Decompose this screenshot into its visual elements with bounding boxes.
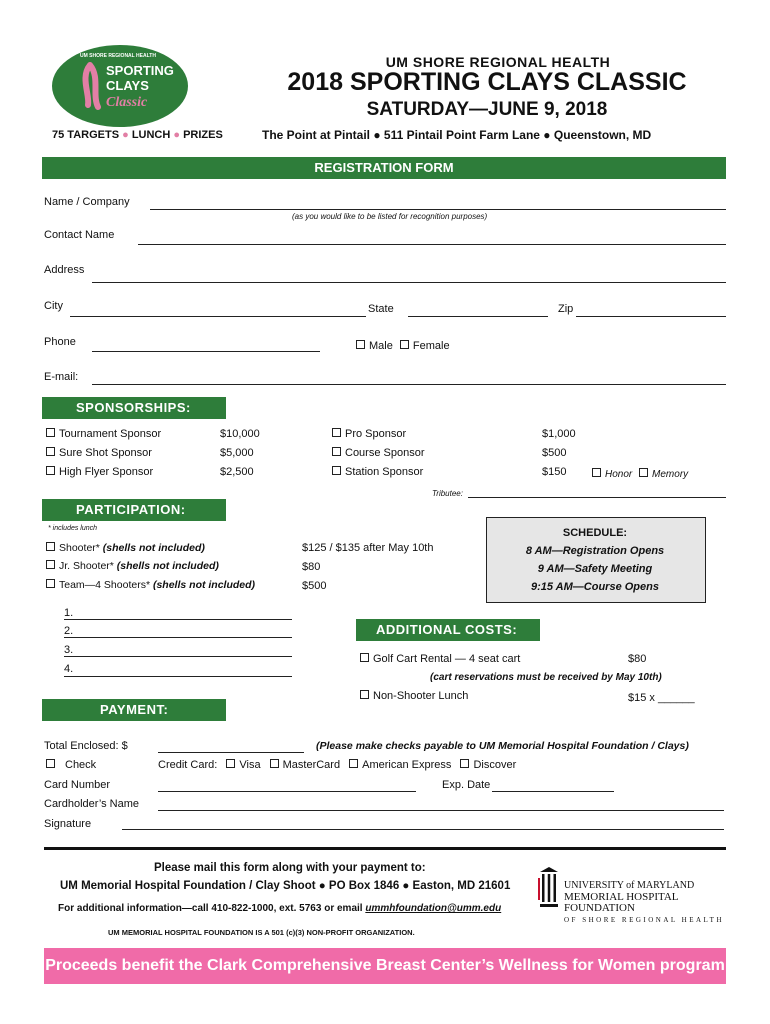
golf-cart-price: $80	[628, 653, 647, 665]
foundation-emblem-icon	[538, 866, 560, 910]
sponsor-course	[332, 447, 425, 459]
check-label: Check	[65, 759, 97, 771]
golf-cart-checkbox[interactable]	[360, 653, 369, 662]
sponsor-label: High Flyer Sponsor	[59, 466, 154, 478]
exp-date-label: Exp. Date	[442, 779, 491, 791]
non-shooter-lunch-label: Non-Shooter Lunch	[373, 690, 469, 702]
gender-options	[356, 340, 450, 352]
name-field[interactable]	[150, 209, 726, 210]
card-number-label: Card Number	[44, 779, 111, 791]
email-label: E-mail:	[44, 371, 79, 383]
tributee-field[interactable]	[468, 497, 726, 498]
team-option	[46, 579, 255, 591]
brand-line: MEMORIAL HOSPITAL	[564, 891, 679, 903]
zip-label: Zip	[558, 303, 574, 315]
name-hint: (as you would like to be listed for recognition purposes)	[292, 212, 488, 221]
male-checkbox[interactable]	[356, 340, 365, 349]
brand-line: FOUNDATION	[564, 902, 635, 914]
brand-line: OF SHORE REGIONAL HEALTH	[564, 916, 725, 924]
team-member-number: 2.	[64, 625, 74, 637]
proceeds-text: Proceeds benefit the Clark Comprehensive Breast Center’s Wellness for Women program	[45, 957, 725, 974]
tributee-label: Tributee:	[432, 489, 463, 498]
logo-top-text: UM SHORE REGIONAL HEALTH	[80, 53, 156, 59]
team-member-3-field[interactable]	[64, 656, 292, 657]
additional-costs-banner	[356, 619, 540, 641]
option-label: Jr. Shooter*	[59, 560, 114, 572]
logo-line-classic: Classic	[106, 95, 148, 110]
total-enclosed-label: Total Enclosed: $	[44, 740, 128, 752]
check-option	[46, 759, 96, 771]
schedule-title: SCHEDULE:	[562, 527, 628, 539]
address-label: Address	[44, 264, 85, 276]
cardholder-name-label: Cardholder’s Name	[44, 798, 139, 810]
info-line	[58, 903, 501, 914]
mail-address: UM Memorial Hospital Foundation / Clay Shoot ● PO Box 1846 ● Easton, MD 21601	[60, 880, 511, 892]
option-label: Team—4 Shooters*	[59, 579, 151, 591]
org-name: UM SHORE REGIONAL HEALTH	[385, 54, 611, 70]
golf-cart-label: Golf Cart Rental — 4 seat cart	[373, 653, 521, 665]
name-label: Name / Company	[44, 196, 130, 208]
pro-sponsor-checkbox[interactable]	[332, 428, 341, 437]
check-checkbox[interactable]	[46, 759, 55, 768]
team-member-4-field[interactable]	[64, 676, 292, 677]
male-label: Male	[369, 340, 393, 352]
state-field[interactable]	[408, 316, 548, 317]
contact-field[interactable]	[138, 244, 726, 245]
tournament-sponsor-checkbox[interactable]	[46, 428, 55, 437]
jr-shooter-checkbox[interactable]	[46, 560, 55, 569]
zip-field[interactable]	[576, 316, 726, 317]
total-enclosed-field[interactable]	[158, 752, 304, 753]
sponsor-price: $10,000	[220, 428, 260, 440]
golf-cart-option	[360, 653, 520, 665]
logo-line-clays: CLAYS	[106, 78, 149, 93]
email-field[interactable]	[92, 384, 726, 385]
sponsorships-heading: SPONSORSHIPS:	[76, 400, 191, 415]
team-member-number: 4.	[64, 663, 74, 675]
event-title: 2018 SPORTING CLAYS CLASSIC	[287, 68, 687, 96]
cardholder-name-field[interactable]	[158, 810, 724, 811]
additional-costs-heading: ADDITIONAL COSTS:	[376, 622, 518, 637]
logo-line-sporting: SPORTING	[106, 63, 174, 78]
team-member-1-field[interactable]	[64, 619, 292, 620]
sponsor-label: Sure Shot Sponsor	[59, 447, 152, 459]
non-shooter-lunch-checkbox[interactable]	[360, 690, 369, 699]
phone-label: Phone	[44, 336, 76, 348]
team-member-number: 1.	[64, 607, 74, 619]
jr-shooter-option	[46, 560, 219, 572]
schedule-line: 9 AM—Safety Meeting	[537, 563, 653, 575]
sponsor-sure-shot	[46, 447, 152, 459]
lunch-note: * includes lunch	[48, 525, 98, 532]
schedule-line: 9:15 AM—Course Opens	[531, 581, 659, 593]
registration-heading: REGISTRATION FORM	[314, 160, 454, 175]
mastercard-label: MasterCard	[282, 759, 341, 771]
golf-cart-note: (cart reservations must be received by May 10th)	[430, 672, 662, 683]
sponsor-label: Pro Sponsor	[345, 428, 407, 440]
foundation-logo	[538, 866, 725, 926]
high-flyer-sponsor-checkbox[interactable]	[46, 466, 55, 475]
phone-field[interactable]	[92, 351, 320, 352]
event-location: The Point at Pintail ● 511 Pintail Point Farm Lane ● Queenstown, MD	[262, 128, 652, 142]
feature-targets: 75 TARGETS	[52, 129, 120, 141]
memory-label: Memory	[652, 469, 689, 480]
option-note: (shells not included)	[102, 542, 205, 554]
event-date: SATURDAY—JUNE 9, 2018	[366, 99, 608, 120]
payment-banner	[42, 699, 226, 721]
team-member-number: 3.	[64, 644, 74, 656]
sponsor-station	[332, 466, 423, 478]
sponsor-price: $5,000	[220, 447, 254, 459]
jr-shooter-price: $80	[302, 561, 321, 573]
payable-note: (Please make checks payable to UM Memorial Hospital Foundation / Clays)	[316, 740, 689, 752]
team-price: $500	[302, 580, 327, 592]
brand-line: UNIVERSITY of MARYLAND	[564, 880, 695, 891]
sponsor-label: Station Sponsor	[345, 466, 424, 478]
option-label: Shooter*	[59, 542, 100, 554]
feature-lunch: LUNCH	[131, 129, 171, 141]
sponsor-price: $500	[542, 447, 567, 459]
exp-date-field[interactable]	[492, 791, 614, 792]
sponsor-tournament	[46, 428, 161, 440]
event-logo	[50, 43, 190, 129]
discover-checkbox[interactable]	[460, 759, 469, 768]
city-label: City	[44, 300, 63, 312]
honor-label: Honor	[605, 469, 633, 480]
city-field[interactable]	[70, 316, 366, 317]
discover-label: Discover	[473, 759, 517, 771]
contact-label: Contact Name	[44, 229, 115, 241]
option-note: (shells not included)	[116, 560, 219, 572]
sure-shot-sponsor-checkbox[interactable]	[46, 447, 55, 456]
signature-label: Signature	[44, 818, 92, 830]
team-checkbox[interactable]	[46, 579, 55, 588]
state-label: State	[368, 303, 394, 315]
info-text: For additional information—call 410-822-1000, ext. 5763 or email	[58, 903, 366, 914]
tribute-options	[592, 468, 688, 480]
sponsor-pro	[332, 428, 406, 440]
shooter-price: $125 / $135 after May 10th	[302, 542, 434, 554]
nonprofit-statement: UM MEMORIAL HOSPITAL FOUNDATION IS A 501 (c)(3) NON-PROFIT ORGANIZATION.	[108, 928, 415, 937]
non-shooter-lunch-option	[360, 690, 468, 702]
sponsorships-banner	[42, 397, 226, 419]
visa-label: Visa	[239, 759, 261, 771]
non-shooter-lunch-price: $15 x ______	[628, 692, 695, 704]
sponsor-price: $2,500	[220, 466, 254, 478]
sponsor-label: Course Sponsor	[345, 447, 425, 459]
female-label: Female	[412, 340, 450, 352]
schedule-line: 8 AM—Registration Opens	[525, 545, 665, 557]
shooter-checkbox[interactable]	[46, 542, 55, 551]
proceeds-banner	[44, 948, 726, 984]
registration-banner	[42, 157, 726, 179]
credit-card-options	[158, 759, 516, 771]
mastercard-checkbox[interactable]	[270, 759, 279, 768]
course-sponsor-checkbox[interactable]	[332, 447, 341, 456]
info-email-link[interactable]: ummhfoundation@umm.edu	[365, 903, 502, 914]
feature-list: 75 TARGETS ● LUNCH ● PRIZES	[52, 129, 223, 141]
address-field[interactable]	[92, 282, 726, 283]
honor-checkbox[interactable]	[592, 468, 601, 477]
memory-checkbox[interactable]	[639, 468, 648, 477]
sponsor-label: Tournament Sponsor	[59, 428, 162, 440]
participation-heading: PARTICIPATION:	[76, 502, 186, 517]
amex-label: American Express	[362, 759, 452, 771]
sponsor-price: $1,000	[542, 428, 576, 440]
feature-prizes: PRIZES	[183, 129, 223, 141]
payment-heading: PAYMENT:	[100, 702, 169, 717]
participation-banner	[42, 499, 226, 521]
team-member-2-field[interactable]	[64, 637, 292, 638]
female-checkbox[interactable]	[400, 340, 409, 349]
mail-instructions: Please mail this form along with your payment to:	[154, 862, 426, 874]
card-number-field[interactable]	[158, 791, 416, 792]
sponsor-high-flyer	[46, 466, 153, 478]
sponsor-price: $150	[542, 466, 567, 478]
amex-checkbox[interactable]	[349, 759, 358, 768]
visa-checkbox[interactable]	[226, 759, 235, 768]
signature-field[interactable]	[122, 829, 724, 830]
option-note: (shells not included)	[152, 579, 256, 591]
credit-card-label: Credit Card:	[158, 759, 218, 771]
station-sponsor-checkbox[interactable]	[332, 466, 341, 475]
shooter-option	[46, 542, 205, 554]
footer-divider	[44, 847, 726, 850]
